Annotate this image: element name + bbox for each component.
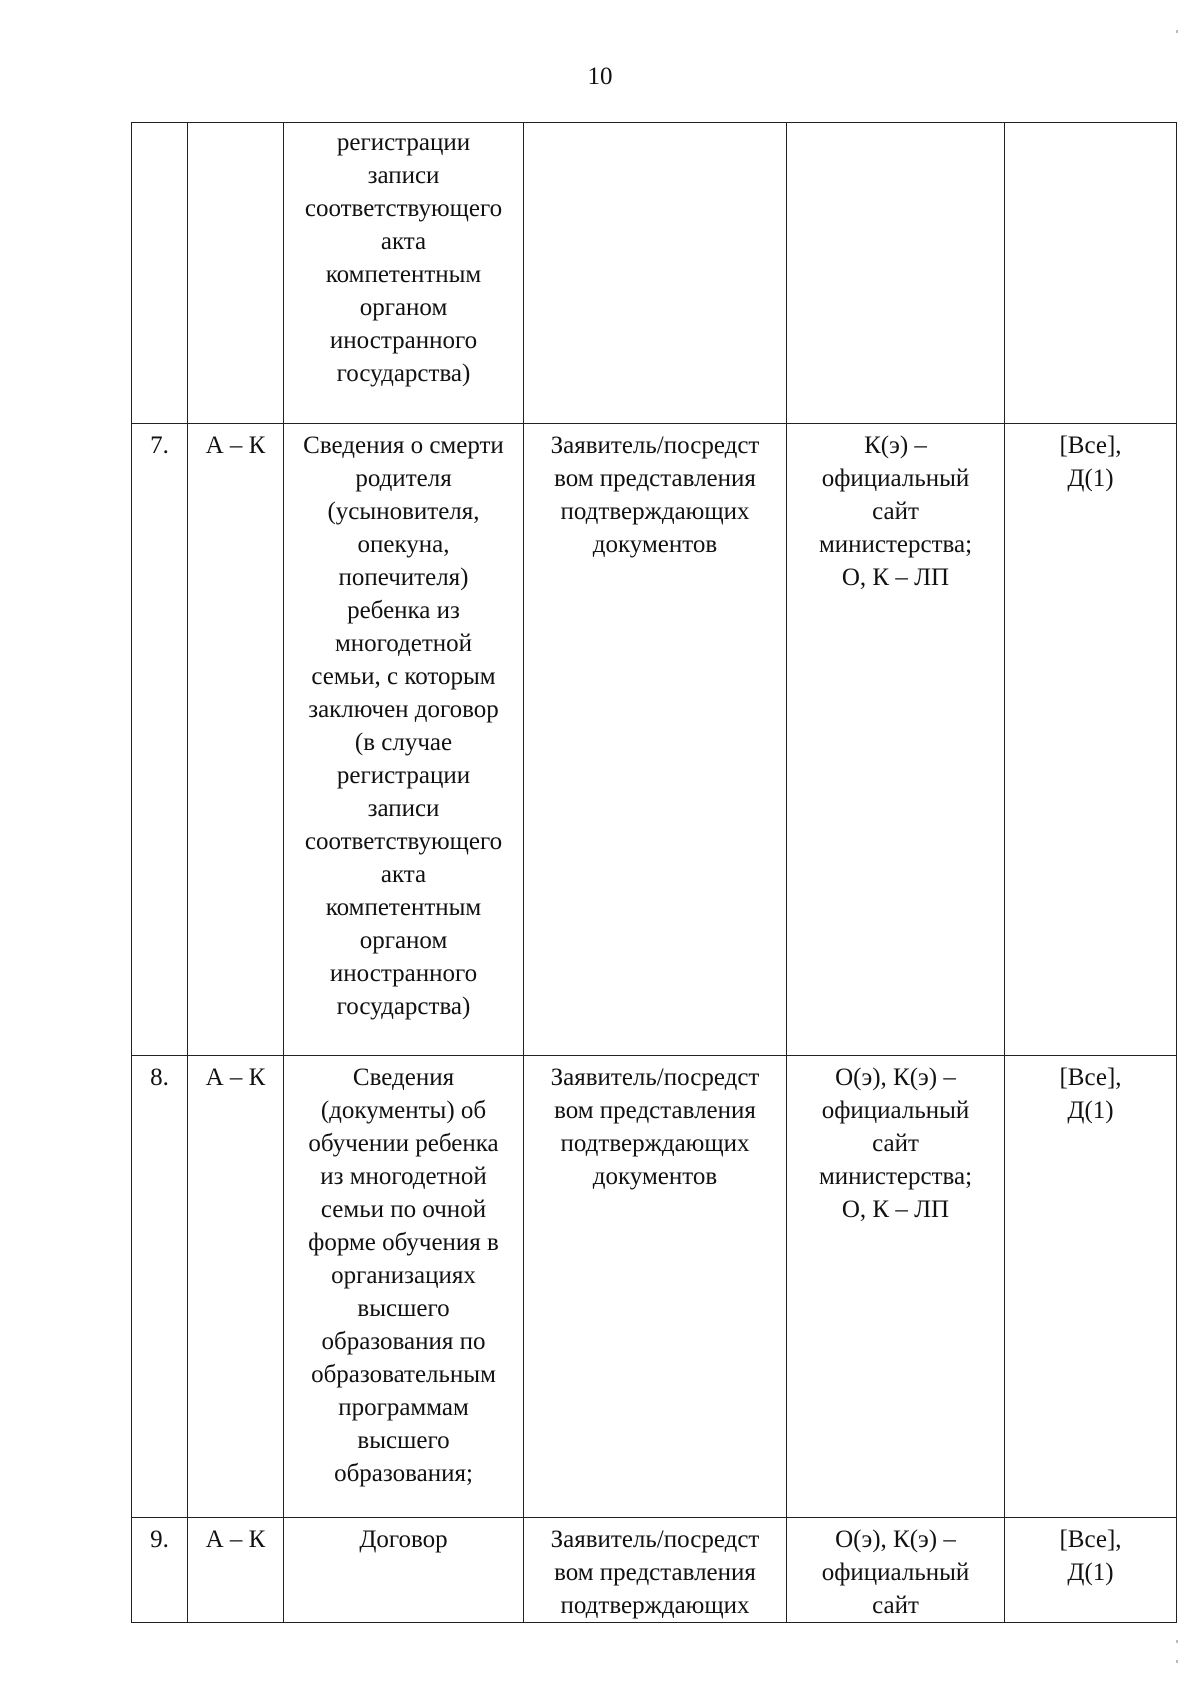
applicant-cell <box>524 123 787 424</box>
method-cell: О(э), К(э) – официальный сайт министерства; О, К – ЛП <box>787 1056 1005 1518</box>
scan-edge-mark <box>1176 1640 1178 1643</box>
description-cell: регистрации записи соответствующего акта компетентным органом иностранного государства) <box>284 123 524 424</box>
documents-table <box>131 122 1177 1623</box>
category-cell: А – К <box>188 1056 284 1518</box>
row-number-cell: 8. <box>132 1056 188 1518</box>
method-cell: О(э), К(э) – официальный сайт <box>787 1518 1005 1623</box>
table-row <box>132 123 1177 424</box>
applicant-cell: Заявитель/посредст вом представления подтверждающих <box>524 1518 787 1623</box>
scan-edge-mark <box>1176 1660 1178 1663</box>
access-cell <box>1005 123 1177 424</box>
row-number-cell <box>132 123 188 424</box>
method-cell: К(э) – официальный сайт министерства; О, К – ЛП <box>787 424 1005 1056</box>
scan-edge-mark <box>1176 30 1178 33</box>
description-cell: Сведения о смерти родителя (усыновителя, опекуна, попечителя) ребенка из многодетной семьи, с которым заключен договор (в случае регистрации записи соответствующего акта компетентным органом иностранного государства) <box>284 424 524 1056</box>
page-number: 10 <box>587 63 613 90</box>
description-cell: Договор <box>284 1518 524 1623</box>
category-cell <box>188 123 284 424</box>
applicant-cell: Заявитель/посредст вом представления подтверждающих документов <box>524 424 787 1056</box>
access-cell: [Все], Д(1) <box>1005 424 1177 1056</box>
method-cell <box>787 123 1005 424</box>
access-cell: [Все], Д(1) <box>1005 1056 1177 1518</box>
access-cell: [Все], Д(1) <box>1005 1518 1177 1623</box>
description-cell: Сведения (документы) об обучении ребенка из многодетной семьи по очной форме обучения в организациях высшего образования по образовательным программам высшего образования; <box>284 1056 524 1518</box>
row-number-cell: 7. <box>132 424 188 1056</box>
category-cell: А – К <box>188 1518 284 1623</box>
category-cell: А – К <box>188 424 284 1056</box>
table-row <box>132 1518 1177 1623</box>
row-number-cell: 9. <box>132 1518 188 1623</box>
applicant-cell: Заявитель/посредст вом представления подтверждающих документов <box>524 1056 787 1518</box>
table-row <box>132 424 1177 1056</box>
table-row <box>132 1056 1177 1518</box>
